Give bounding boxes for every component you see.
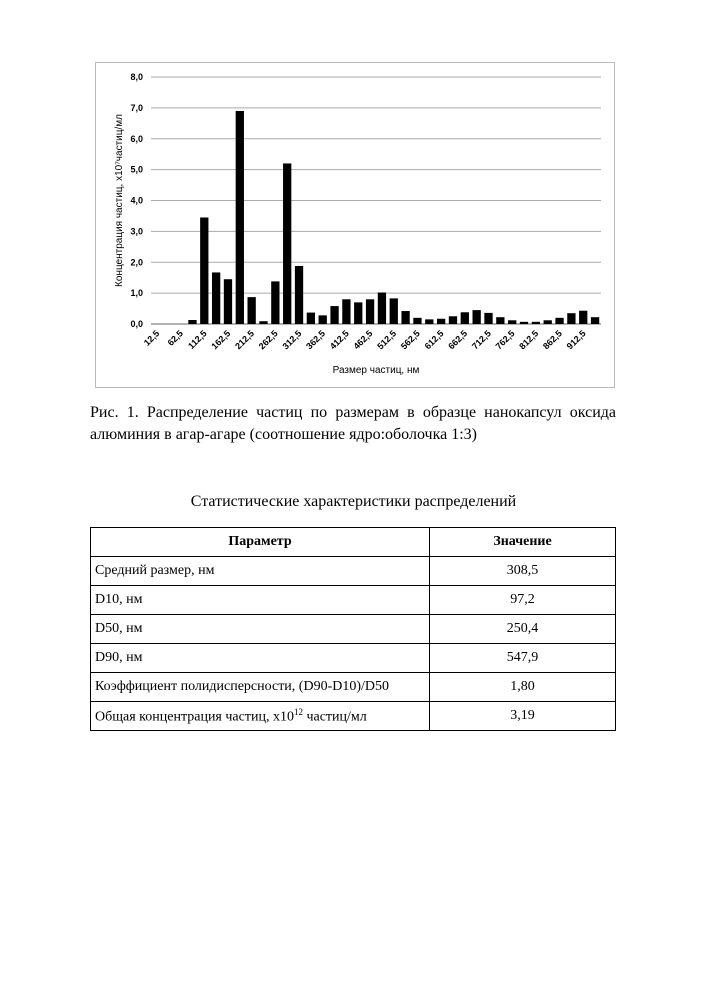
bar <box>378 293 386 324</box>
value: 308,5 <box>430 557 616 586</box>
value: 1,80 <box>430 673 616 702</box>
value: 3,19 <box>430 702 616 731</box>
bar <box>461 312 469 324</box>
y-tick-label: 0,0 <box>130 319 143 329</box>
x-tick-label: 12,5 <box>142 328 161 347</box>
bar <box>484 313 492 324</box>
x-tick-label: 862,5 <box>541 328 564 351</box>
bar <box>212 272 220 324</box>
x-tick-label: 462,5 <box>351 328 374 351</box>
bar <box>567 313 575 324</box>
y-tick-label: 2,0 <box>130 257 143 267</box>
param: D90, нм <box>91 644 430 673</box>
x-tick-label: 212,5 <box>233 328 256 351</box>
bar <box>591 317 599 324</box>
y-tick-label: 6,0 <box>130 134 143 144</box>
bar <box>330 306 338 324</box>
table-row <box>91 615 616 644</box>
param: Коэффициент полидисперсности, (D90-D10)/D50 <box>91 673 430 702</box>
bar <box>271 281 279 324</box>
y-tick-label: 4,0 <box>130 196 143 206</box>
bar <box>532 322 540 324</box>
bar <box>449 316 457 324</box>
bar <box>544 320 552 324</box>
bar <box>342 299 350 324</box>
x-tick-label: 62,5 <box>166 328 185 347</box>
bar <box>259 321 267 324</box>
bar <box>319 315 327 324</box>
chart <box>95 62 615 388</box>
x-tick-label: 162,5 <box>209 328 232 351</box>
param-tail: частиц/мл <box>303 709 367 724</box>
bar <box>224 279 232 324</box>
x-tick-label: 912,5 <box>565 328 588 351</box>
bar <box>579 311 587 324</box>
bar <box>425 319 433 324</box>
x-tick-label: 412,5 <box>328 328 351 351</box>
bar <box>555 318 563 324</box>
param: Средний размер, нм <box>91 557 430 586</box>
stats-table <box>90 527 616 731</box>
bar <box>520 322 528 324</box>
bar <box>307 313 315 324</box>
bar <box>437 319 445 324</box>
x-axis-label: Размер частиц, нм <box>333 365 420 376</box>
x-tick-label: 512,5 <box>375 328 398 351</box>
x-tick-label: 612,5 <box>423 328 446 351</box>
table-row <box>91 644 616 673</box>
bar <box>496 317 504 324</box>
bar <box>390 298 398 324</box>
param: D50, нм <box>91 615 430 644</box>
bar <box>354 302 362 324</box>
table-title: Статистические характеристики распределений <box>0 493 707 511</box>
param: D10, нм <box>91 586 430 615</box>
bar <box>283 163 291 324</box>
table-row <box>91 557 616 586</box>
bar <box>413 318 421 324</box>
value: 250,4 <box>430 615 616 644</box>
x-tick-label: 262,5 <box>257 328 280 351</box>
y-tick-label: 1,0 <box>130 288 143 298</box>
y-tick-label: 5,0 <box>130 165 143 175</box>
x-tick-label: 662,5 <box>446 328 469 351</box>
table-row <box>91 586 616 615</box>
table-row <box>91 702 616 731</box>
bar <box>401 311 409 324</box>
bar <box>473 310 481 324</box>
y-tick-label: 3,0 <box>130 226 143 236</box>
value: 547,9 <box>430 644 616 673</box>
x-tick-label: 112,5 <box>186 328 209 351</box>
header-value: Значение <box>430 528 616 557</box>
header-param: Параметр <box>91 528 430 557</box>
table-row <box>91 673 616 702</box>
y-axis-label: Концентрация частиц, x10⁷частиц/мл <box>114 114 125 287</box>
bar <box>236 111 244 324</box>
x-tick-label: 362,5 <box>304 328 327 351</box>
param <box>91 702 430 731</box>
param-text: Общая концентрация частиц, x10 <box>95 709 294 724</box>
bar <box>248 297 256 324</box>
bar-chart <box>96 63 616 389</box>
x-tick-label: 562,5 <box>399 328 422 351</box>
y-tick-label: 7,0 <box>130 103 143 113</box>
bar <box>188 320 196 324</box>
x-tick-label: 712,5 <box>470 328 493 351</box>
param-sup: 12 <box>294 707 303 717</box>
bar <box>366 299 374 324</box>
y-tick-label: 8,0 <box>130 72 143 82</box>
figure-caption: Рис. 1. Распределение частиц по размерам в образце нанокапсул оксида алюминия в агар-агаре (соотношение ядро:оболочка 1:3) <box>90 402 616 446</box>
x-tick-label: 812,5 <box>517 328 540 351</box>
bar <box>508 320 516 324</box>
bar <box>295 266 303 324</box>
x-tick-label: 312,5 <box>280 328 303 351</box>
value: 97,2 <box>430 586 616 615</box>
page <box>0 0 707 1000</box>
x-tick-label: 762,5 <box>494 328 517 351</box>
bar <box>200 217 208 324</box>
